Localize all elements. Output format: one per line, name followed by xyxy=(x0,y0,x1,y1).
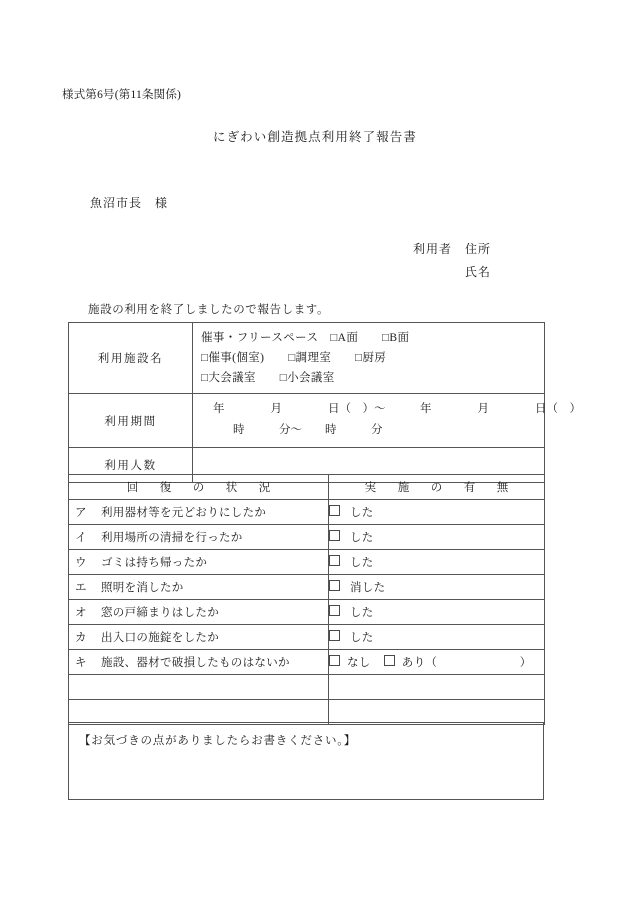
document-title: にぎわい創造拠点利用終了報告書 xyxy=(212,130,417,144)
checklist-item-e xyxy=(69,575,329,600)
item-text: 施設、器材で破損したものはないか xyxy=(101,657,290,669)
checklist-item-i xyxy=(69,525,329,550)
period-date-line: 年 月 日（ ）～ 年 月 日（ ） xyxy=(213,403,581,415)
applicant-address-label: 利用者 住所 xyxy=(413,242,492,256)
applicant-name-label: 氏名 xyxy=(465,265,492,279)
facility-label: 利用施設名 xyxy=(69,323,193,394)
item-text: ゴミは持ち帰ったか xyxy=(101,557,208,569)
checklist-blank-answer-1[interactable] xyxy=(329,675,545,700)
table-row xyxy=(69,625,545,650)
table-row xyxy=(69,650,545,675)
answer-text: した xyxy=(350,532,374,544)
addressee-line: 魚沼市長 様 xyxy=(90,196,169,210)
checklist-answer-ki[interactable] xyxy=(329,650,545,675)
answer-text-yes: あり（ ） xyxy=(401,657,532,669)
item-text: 利用器材等を元どおりにしたか xyxy=(101,507,267,519)
checklist-header-item: 回 復 の 状 況 xyxy=(69,475,329,500)
item-mark: オ xyxy=(75,607,87,619)
form-number: 様式第6号(第11条関係) xyxy=(62,89,182,101)
table-row xyxy=(69,600,545,625)
facility-line-3: □大会議室 □小会議室 xyxy=(201,372,335,384)
facility-line-1: 催事・フリースペース □A面 □B面 xyxy=(201,332,410,344)
item-text: 利用場所の清掃を行ったか xyxy=(101,532,243,544)
answer-text: した xyxy=(350,557,374,569)
checkbox-icon-yes[interactable] xyxy=(384,655,395,666)
checklist-answer-e[interactable] xyxy=(329,575,545,600)
period-label: 利用期間 xyxy=(69,394,193,448)
recovery-checklist-table xyxy=(68,474,545,725)
table-row xyxy=(69,550,545,575)
answer-text: 消した xyxy=(350,582,386,594)
checklist-answer-u[interactable] xyxy=(329,550,545,575)
item-mark: カ xyxy=(75,632,87,644)
checklist-answer-ka[interactable] xyxy=(329,625,545,650)
facility-options-cell[interactable] xyxy=(193,323,545,394)
checkbox-icon[interactable] xyxy=(329,505,340,516)
item-mark: ア xyxy=(75,507,87,519)
checklist-item-u xyxy=(69,550,329,575)
intro-text: 施設の利用を終了しましたので報告します。 xyxy=(88,304,330,316)
checklist-blank-answer-2[interactable] xyxy=(329,700,545,725)
checkbox-icon[interactable] xyxy=(329,630,340,641)
item-text: 窓の戸締まりはしたか xyxy=(101,607,219,619)
checklist-item-ka xyxy=(69,625,329,650)
answer-text: した xyxy=(350,632,374,644)
item-text: 照明を消したか xyxy=(101,582,184,594)
table-row xyxy=(69,700,545,725)
period-time-line: 時 分～ 時 分 xyxy=(233,424,383,436)
table-row-facility xyxy=(69,323,545,394)
checkbox-icon[interactable] xyxy=(329,580,340,591)
checklist-answer-i[interactable] xyxy=(329,525,545,550)
checkbox-icon[interactable] xyxy=(329,605,340,616)
checklist-item-o xyxy=(69,600,329,625)
checklist-header-answer: 実 施 の 有 無 xyxy=(329,475,545,500)
item-text: 出入口の施錠をしたか xyxy=(101,632,219,644)
checklist-item-ki xyxy=(69,650,329,675)
checklist-blank-item-2[interactable] xyxy=(69,700,329,725)
checklist-blank-item-1[interactable] xyxy=(69,675,329,700)
answer-text: した xyxy=(350,607,374,619)
checkbox-icon[interactable] xyxy=(329,555,340,566)
headcount-label: 利用人数 xyxy=(69,448,193,483)
item-mark: エ xyxy=(75,582,87,594)
item-mark: ウ xyxy=(75,557,87,569)
notes-label: 【お気づきの点がありましたらお書きください。】 xyxy=(79,735,357,747)
usage-info-table xyxy=(68,322,581,483)
table-row xyxy=(69,525,545,550)
facility-line-2: □催事(個室) □調理室 □厨房 xyxy=(201,352,387,364)
answer-text: した xyxy=(350,507,374,519)
checklist-answer-a[interactable] xyxy=(329,500,545,525)
notes-box[interactable] xyxy=(68,722,544,800)
checklist-answer-o[interactable] xyxy=(329,600,545,625)
table-row-period xyxy=(69,394,545,448)
period-value-cell[interactable] xyxy=(193,394,581,448)
item-mark: キ xyxy=(75,657,87,669)
table-row xyxy=(69,500,545,525)
table-row xyxy=(69,675,545,700)
checkbox-icon[interactable] xyxy=(329,530,340,541)
item-mark: イ xyxy=(75,532,87,544)
checkbox-icon-none[interactable] xyxy=(329,655,340,666)
table-row xyxy=(69,575,545,600)
checklist-header-row xyxy=(69,475,545,500)
checklist-item-a xyxy=(69,500,329,525)
answer-text-none: なし xyxy=(347,657,371,669)
